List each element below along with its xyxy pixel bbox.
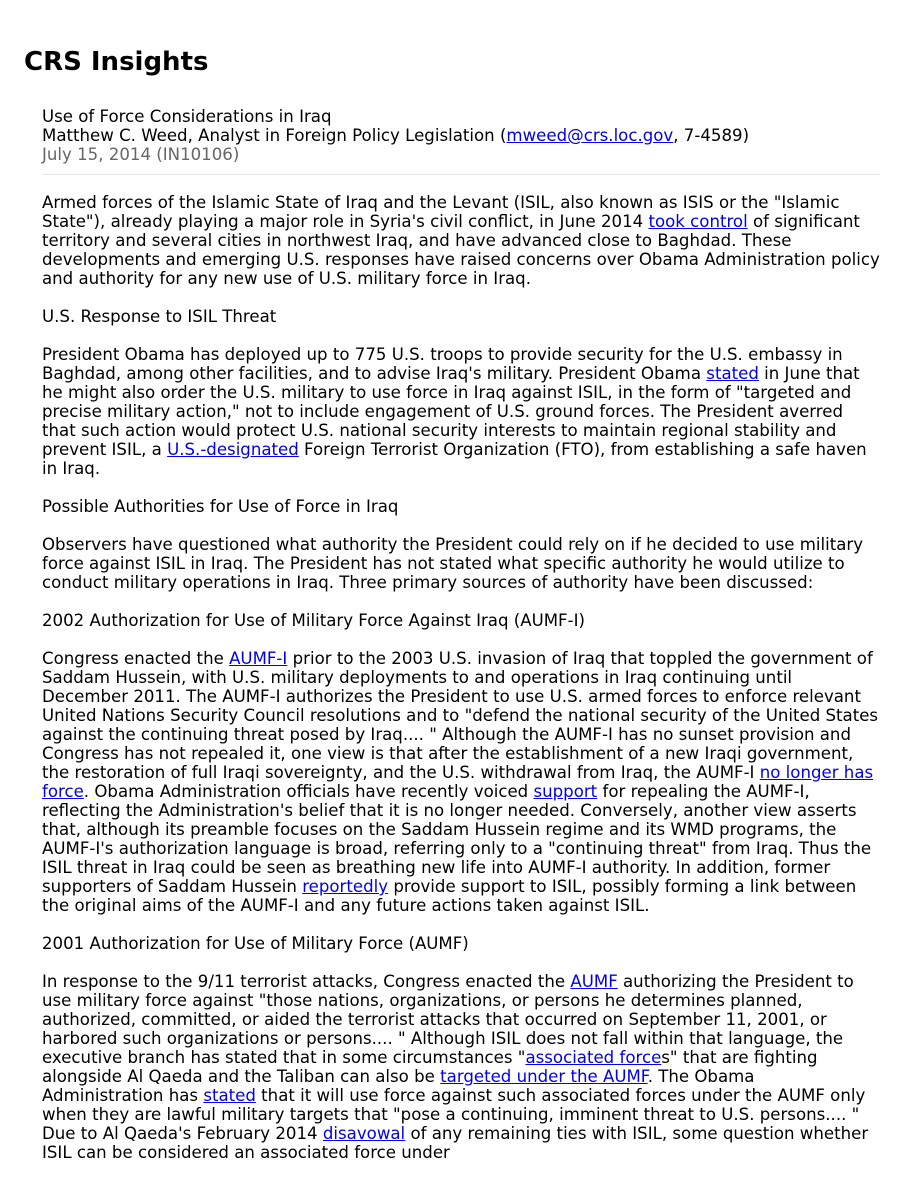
aumf-link[interactable]: AUMF [570, 972, 618, 991]
section-heading-aumf-i: 2002 Authorization for Use of Military Force Against Iraq (AUMF-I) [42, 611, 585, 630]
disavowal-link[interactable]: disavowal [322, 1124, 406, 1143]
text: Foreign Terrorist Organization (FTO), from establishing a safe haven in Iraq. [42, 440, 867, 478]
targeted-under-aumf-link[interactable]: targeted under the AUMF [440, 1067, 648, 1086]
article-date: July 15, 2014 (IN10106) [42, 145, 240, 164]
section-heading-us-response: U.S. Response to ISIL Threat [42, 307, 277, 326]
text: of significant territory and several cities in northwest Iraq, and have advanced close to Baghdad. These developments and emerging U.S. responses have raised concerns over Obama Administration policy and authority for any new use of U.S. military force in Iraq. [42, 212, 880, 288]
text: . Obama Administration officials have recently voiced [83, 782, 534, 801]
text: that it will use force against such associated forces under the AUMF only when they are lawful military targets that "pose a continuing, imminent threat to U.S. persons.... " Due to Al Qaeda's February 2014 [42, 1086, 866, 1143]
text: In response to the 9/11 terrorist attacks, Congress enacted the [42, 972, 571, 991]
text: in June that he might also order the U.S. military to use force in Iraq against ISIL, in the form of "targeted and precise military action," not to include engagement of U.S. ground forces. The President averred that such action would protect U.S. national security interests to maintain regional stability and prevent ISIL, a [42, 364, 860, 459]
paragraph-intro [42, 193, 880, 288]
section-heading-aumf: 2001 Authorization for Use of Military Force (AUMF) [42, 934, 469, 953]
text: Armed forces of the Islamic State of Iraq and the Levant (ISIL, also known as ISIS or the "Islamic State"), already playing a major role in Syria's civil conflict, in June 2014 [42, 193, 840, 231]
author-email-link[interactable]: mweed@crs.loc.gov [506, 126, 674, 145]
paragraph-aumf-i [42, 649, 880, 915]
reportedly-link[interactable]: reportedly [302, 877, 389, 896]
text: . The Obama Administration has [42, 1067, 755, 1105]
text: President Obama has deployed up to 775 U.S. troops to provide security for the U.S. embassy in Baghdad, among other facilities, and to advise Iraq's military. President Obama [42, 345, 843, 383]
article-author [42, 126, 880, 145]
stated-link-2[interactable]: stated [203, 1086, 256, 1105]
text: authorizing the President to use military force against "those nations, organizations, or persons he determines planned, authorized, committed, or aided the terrorist attacks that occurred on September 11, 2001, or harbored such organizations or persons.... " Although ISIL does not fall within that language, the executive branch has stated that in some circumstances " [42, 972, 854, 1067]
article-content [42, 107, 880, 1181]
section-heading-authorities: Possible Authorities for Use of Force in Iraq [42, 497, 399, 516]
associated-forces-link[interactable]: associated force [525, 1048, 662, 1067]
divider [42, 174, 880, 175]
paragraph-aumf [42, 972, 880, 1162]
us-designated-link[interactable]: U.S.-designated [167, 440, 299, 459]
text: Congress enacted the [42, 649, 230, 668]
text: provide support to ISIL, possibly forming a link between the original aims of the AUMF-I and any future actions taken against ISIL. [42, 877, 857, 915]
author-phone: , 7-4589) [673, 126, 750, 145]
article-title: Use of Force Considerations in Iraq [42, 107, 332, 126]
author-name: Matthew C. Weed, Analyst in Foreign Policy Legislation ( [42, 126, 507, 145]
support-link[interactable]: support [533, 782, 598, 801]
aumf-i-link[interactable]: AUMF-I [229, 649, 288, 668]
paragraph-authorities: Observers have questioned what authority the President could rely on if he decided to use military force against ISIL in Iraq. The President has not stated what specific authority he would utilize to conduct military operations in Iraq. Three primary sources of authority have been discussed: [42, 535, 864, 592]
stated-link[interactable]: stated [706, 364, 759, 383]
text: for repealing the AUMF-I, reflecting the Administration's belief that it is no longer needed. Conversely, another view asserts that, although its preamble focuses on the Saddam Hussein regime and its WMD programs, the AUMF-I's authorization language is broad, referring only to a "continuing threat" from Iraq. Thus the ISIL threat in Iraq could be seen as breathing new life into AUMF-I authority. In addition, former supporters of Saddam Hussein [42, 782, 872, 896]
site-title: CRS Insights [24, 47, 209, 77]
text: prior to the 2003 U.S. invasion of Iraq that toppled the government of Saddam Hussein, with U.S. military deployments to and operations in Iraq continuing until December 2011. The AUMF-I authorizes the President to use U.S. armed forces to enforce relevant United Nations Security Council resolutions and to "defend the national security of the United States against the continuing threat posed by Iraq.... " Although the AUMF-I has no sunset provision and Congress has not repealed it, one view is that after the establishment of a new Iraqi government, the restoration of full Iraqi sovereignty, and the U.S. withdrawal from Iraq, the AUMF-I [42, 649, 879, 782]
paragraph-us-response [42, 345, 880, 478]
took-control-link[interactable]: took control [648, 212, 748, 231]
text: s" that are fighting alongside Al Qaeda and the Taliban can also be [42, 1048, 818, 1086]
text: of any remaining ties with ISIL, some question whether ISIL can be considered an associated force under [42, 1124, 869, 1162]
no-longer-has-force-link[interactable]: no longer has force [42, 763, 874, 801]
article-meta [42, 107, 880, 164]
